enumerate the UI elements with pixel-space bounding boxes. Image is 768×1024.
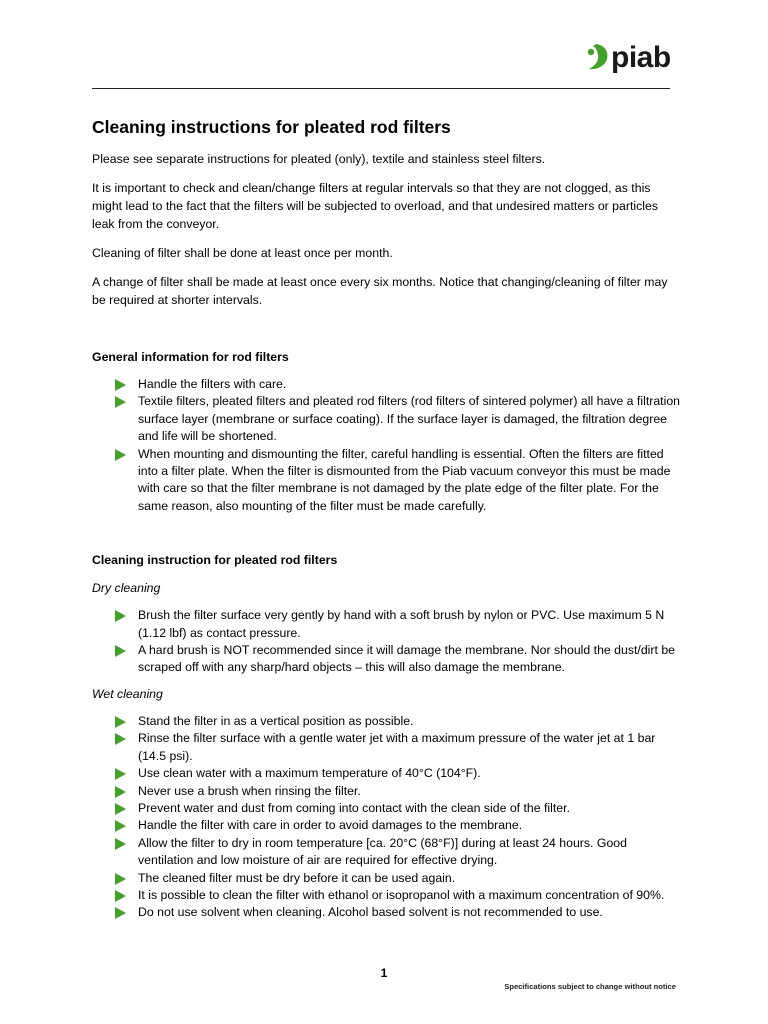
intro-paragraph: A change of filter shall be made at least once every six months. Notice that changing/cleaning of filter may be required at shorter intervals. xyxy=(92,275,668,307)
bullet-arrow-icon xyxy=(115,890,126,902)
cleaning-section-heading: Cleaning instruction for pleated rod filters xyxy=(92,553,338,568)
wet-cleaning-subheading: Wet cleaning xyxy=(92,686,163,701)
list-item-text: Textile filters, pleated filters and pleated rod filters (rod filters of sintered polymer) all have a filtration surface layer (membrane or surface coating). If the surface layer is damaged, the filtration degree and life will be shortened. xyxy=(138,394,680,444)
bullet-arrow-icon xyxy=(115,838,126,850)
list-item xyxy=(92,887,682,904)
bullet-arrow-icon xyxy=(115,716,126,728)
list-item-text: Prevent water and dust from coming into contact with the clean side of the filter. xyxy=(138,800,570,815)
list-item xyxy=(92,607,682,642)
list-item xyxy=(92,817,682,834)
list-item xyxy=(92,730,682,765)
list-item-text: The cleaned filter must be dry before it can be used again. xyxy=(138,870,456,885)
bullet-arrow-icon xyxy=(115,610,126,622)
list-item-text: Brush the filter surface very gently by hand with a soft brush by nylon or PVC. Use maximum 5 N (1.12 lbf) as contact pressure. xyxy=(138,608,665,640)
list-item-text: A hard brush is NOT recommended since it will damage the membrane. Nor should the dust/dirt be scraped off with any sharp/hard objects – this will also damage the membrane. xyxy=(138,643,675,675)
intro-paragraph: Please see separate instructions for pleated (only), textile and stainless steel filters. xyxy=(92,152,546,166)
intro-paragraph: It is important to check and clean/change filters at regular intervals so that they are not clogged, as this might lead to the fact that the filters will be subjected to overload, and that undesired matters or particles leak from the conveyor. xyxy=(92,181,658,231)
document-body xyxy=(92,112,682,922)
bullet-arrow-icon xyxy=(115,396,126,408)
dry-cleaning-subheading: Dry cleaning xyxy=(92,581,161,596)
list-item xyxy=(92,904,682,921)
spacer xyxy=(92,320,682,348)
intro-paragraph: Cleaning of filter shall be done at least once per month. xyxy=(92,246,393,260)
list-item-text: Rinse the filter surface with a gentle water jet with a maximum pressure of the water jet at 1 bar (14.5 psi). xyxy=(138,731,656,763)
list-item xyxy=(92,870,682,887)
page-number: 1 xyxy=(380,966,388,980)
bullet-arrow-icon xyxy=(115,907,126,919)
list-item-text: Do not use solvent when cleaning. Alcohol based solvent is not recommended to use. xyxy=(138,905,603,920)
list-item-text: Allow the filter to dry in room temperature [ca. 20°C (68°F)] during at least 24 hours. Good ventilation and low moisture of air are required for effective drying. xyxy=(138,835,627,868)
list-item-text: When mounting and dismounting the filter, careful handling is essential. Often the filters are fitted into a filter plate. When the filter is dismounted from the Piab vacuum conveyor this must be made with care so that the filter membrane is not damaged by the plate edge of the filter plate. For the same reason, also mounting of the filter must be made carefully. xyxy=(138,446,671,513)
spacer xyxy=(92,515,682,551)
list-item xyxy=(92,376,682,393)
footer-note: Specifications subject to change without notice xyxy=(504,982,676,991)
spacer xyxy=(92,677,682,685)
document-title: Cleaning instructions for pleated rod filters xyxy=(92,117,451,137)
wet-cleaning-bullet-list xyxy=(92,713,682,922)
list-item-text: Stand the filter in as a vertical position as possible. xyxy=(138,713,414,728)
list-item xyxy=(92,446,682,516)
list-item-text: Handle the filter with care in order to avoid damages to the membrane. xyxy=(138,818,523,833)
general-section-heading: General information for rod filters xyxy=(92,350,289,364)
piab-logo-mark-icon xyxy=(584,42,610,74)
logo-text: piab xyxy=(611,41,671,74)
header-rule xyxy=(92,88,670,89)
list-item xyxy=(92,393,682,445)
bullet-arrow-icon xyxy=(115,786,126,798)
bullet-arrow-icon xyxy=(115,379,126,391)
list-item xyxy=(92,713,682,730)
list-item xyxy=(92,765,682,782)
bullet-arrow-icon xyxy=(115,873,126,885)
general-bullet-list xyxy=(92,376,682,515)
bullet-arrow-icon xyxy=(115,733,126,745)
list-item xyxy=(92,800,682,817)
list-item-text: Handle the filters with care. xyxy=(138,377,287,391)
bullet-arrow-icon xyxy=(115,645,126,657)
bullet-arrow-icon xyxy=(115,449,126,461)
bullet-arrow-icon xyxy=(115,803,126,815)
bullet-arrow-icon xyxy=(115,768,126,780)
piab-logo xyxy=(584,40,680,76)
list-item-text: It is possible to clean the filter with ethanol or isopropanol with a maximum concentration of 90%. xyxy=(138,887,665,902)
bullet-arrow-icon xyxy=(115,820,126,832)
list-item-text: Never use a brush when rinsing the filter. xyxy=(138,783,361,798)
dry-cleaning-bullet-list xyxy=(92,607,682,677)
list-item-text: Use clean water with a maximum temperature of 40°C (104°F). xyxy=(138,766,481,781)
list-item xyxy=(92,642,682,677)
list-item xyxy=(92,783,682,800)
list-item xyxy=(92,835,682,870)
